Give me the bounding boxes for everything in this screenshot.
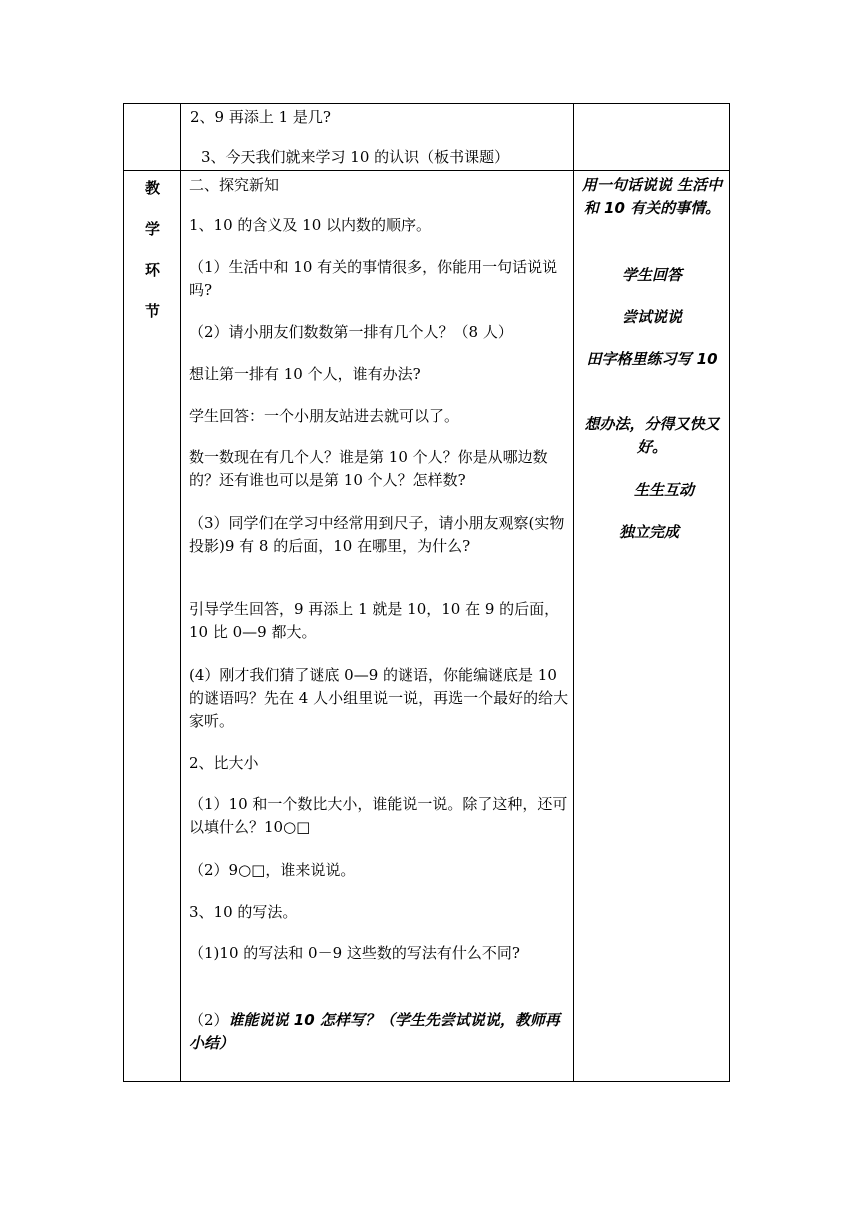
notes-cell: [574, 171, 730, 1082]
subheading-meaning: 1、10 的含义及 10 以内数的顺序。: [189, 216, 432, 234]
paragraph: 学生回答：一个小朋友站进去就可以了。: [189, 407, 460, 425]
table-row: [124, 104, 730, 171]
paragraph: 数一数现在有几个人？谁是第 10 个人？你是从哪边数的？还有谁也可以是第 10 个人？怎样数?: [189, 448, 548, 489]
paragraph: 引导学生回答，9 再添上 1 就是 10，10 在 9 的后面，10 比 0—9 都大。: [189, 600, 560, 641]
table-row: [124, 171, 730, 1082]
main-content-cell: [181, 171, 574, 1082]
final-prefix: （2）: [189, 1011, 229, 1029]
intro-line-1: 2、9 再添上 1 是几?: [190, 108, 331, 126]
note: 用一句话说说 生活中和 10 有关的事情。: [581, 176, 723, 217]
lesson-plan-table: [123, 103, 730, 1082]
section-char-4: 节: [144, 302, 160, 320]
paragraph: （3）同学们在学习中经常用到尺子，请小朋友观察(实物投影)9 有 8 的后面，10 在哪里，为什么?: [189, 514, 565, 555]
paragraph: （1)10 的写法和 0－9 这些数的写法有什么不同?: [189, 944, 520, 962]
paragraph: （1）生活中和 10 有关的事情很多，你能用一句话说说吗?: [189, 258, 558, 299]
heading-explore: 二、探究新知: [189, 176, 280, 194]
note: 学生回答: [621, 266, 682, 284]
note: 田字格里练习写 10: [586, 350, 718, 368]
subheading-compare: 2、比大小: [189, 754, 259, 772]
note: 独立完成: [618, 523, 679, 541]
section-char-3: 环: [144, 261, 160, 279]
intro-line-2: 3、今天我们就来学习 10 的认识（板书课题）: [201, 148, 510, 166]
final-bold-text: 谁能说说 10 怎样写？（学生先尝试说说，教师再小结）: [189, 1011, 560, 1052]
intro-cell: [181, 104, 574, 171]
note: 生生互动: [633, 481, 694, 499]
subheading-writing: 3、10 的写法。: [189, 903, 298, 921]
paragraph: （2）9○□，谁来说说。: [189, 861, 356, 879]
left-cell-empty: [124, 104, 181, 171]
note: 想办法，分得又快又好。: [584, 415, 720, 456]
section-char-1: 教: [144, 179, 160, 197]
paragraph: （1）10 和一个数比大小，谁能说一说。除了这种，还可以填什么？10○□: [189, 795, 568, 836]
right-cell-empty: [574, 104, 730, 171]
paragraph: （2）请小朋友们数数第一排有几个人？（8 人）: [189, 323, 513, 341]
paragraph-final: [189, 1009, 569, 1055]
paragraph: (4）刚才我们猜了谜底 0—9 的谜语，你能编谜底是 10 的谜语吗？先在 4 人小组里说一说，再选一个最好的给大家听。: [189, 666, 569, 730]
paragraph: 想让第一排有 10 个人，谁有办法?: [189, 365, 421, 383]
note: 尝试说说: [621, 308, 682, 326]
section-label-cell: [124, 171, 181, 1082]
section-char-2: 学: [144, 220, 160, 238]
